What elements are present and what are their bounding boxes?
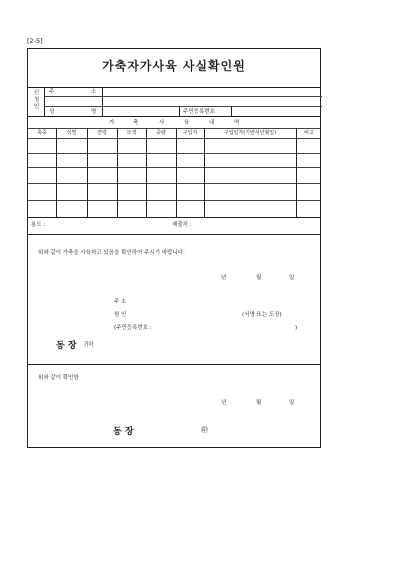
request-date-month: 월 — [256, 275, 262, 281]
requester-address-label: 주 소 — [114, 299, 127, 305]
column-header-species: 축종 — [37, 130, 47, 136]
column-header-coat-color: 모색 — [126, 130, 137, 136]
table-col-divider-1 — [56, 128, 57, 217]
addressee-suffix: 귀하 — [83, 342, 94, 348]
applicant-label-divider — [102, 87, 103, 116]
purpose-label: 용도 : — [31, 222, 46, 228]
section-title-char-5: 내 — [209, 120, 215, 126]
section-title-char-4: 육 — [184, 120, 190, 126]
column-header-purchase-date: 구입일자(기번식년월일) — [223, 130, 277, 136]
requester-resident-number-close: ) — [295, 325, 298, 331]
resident-label-left-divider — [179, 106, 180, 116]
table-col-divider-6 — [204, 128, 205, 217]
table-row-divider-1 — [28, 153, 320, 154]
table-col-divider-2 — [87, 128, 88, 217]
name-label-first: 성 — [49, 109, 55, 115]
request-divider — [28, 364, 320, 365]
official-seal-mark: ㊞ — [201, 426, 208, 434]
column-header-remarks: 비고 — [304, 130, 314, 136]
resident-number-label: 주민등록번호 — [183, 109, 215, 115]
form-number: [2-5] — [27, 37, 43, 45]
official-title: 동 장 — [113, 427, 134, 437]
form-title: 가축자가사육 사실확인원 — [102, 59, 246, 73]
table-row-divider-3 — [28, 183, 320, 184]
applicant-row-divider-2 — [44, 106, 322, 107]
section-title-char-1: 가 — [109, 120, 115, 126]
applicant-divider — [28, 116, 320, 117]
applicant-row-divider-1 — [44, 96, 322, 97]
requester-resident-number-label: (주민등록번호 : — [114, 325, 152, 331]
table-bottom-divider — [28, 217, 320, 218]
confirm-date-day: 일 — [289, 400, 295, 406]
confirm-date-month: 월 — [256, 400, 262, 406]
title-divider — [28, 87, 320, 88]
column-header-age: 연령 — [97, 130, 107, 136]
table-header-divider — [28, 138, 320, 139]
name-label-last: 명 — [91, 109, 97, 115]
confirm-text: 위와 같이 확인함 — [38, 375, 79, 381]
section-title-char-2: 축 — [133, 120, 139, 126]
addressee-title: 동 장 — [56, 341, 77, 351]
confirm-date-year: 년 — [221, 400, 227, 406]
table-col-divider-4 — [146, 128, 147, 217]
section-title-divider — [28, 128, 320, 129]
address-label-first: 주 — [49, 89, 55, 95]
section-title-char-6: 역 — [234, 120, 240, 126]
applicant-side-label: 신 청 인 — [33, 90, 40, 110]
applicant-side-divider — [44, 87, 45, 116]
requester-seal-label: (서명 또는 도장) — [242, 312, 282, 318]
column-header-purchase-place: 구입처 — [182, 130, 198, 136]
column-header-weight: 중량 — [156, 130, 166, 136]
table-row-divider-2 — [28, 167, 320, 168]
resident-label-right-divider — [231, 106, 232, 116]
column-header-sex: 성별 — [66, 130, 77, 136]
request-text: 위와 같이 가축을 사육하고 있음을 확인하여 주시기 바랍니다. — [38, 250, 185, 256]
request-date-day: 일 — [289, 275, 295, 281]
section-title-char-3: 사 — [159, 120, 165, 126]
submit-to-label: 제출처 : — [172, 222, 192, 228]
table-row-divider-4 — [28, 200, 320, 201]
table-col-divider-5 — [176, 128, 177, 217]
purpose-divider — [28, 234, 320, 235]
request-date-year: 년 — [221, 275, 227, 281]
table-col-divider-7 — [296, 128, 297, 217]
requester-applicant-label: 원 인 — [114, 312, 127, 318]
confirmation-form — [27, 48, 321, 448]
address-label-last: 소 — [91, 89, 97, 95]
table-col-divider-3 — [117, 128, 118, 217]
